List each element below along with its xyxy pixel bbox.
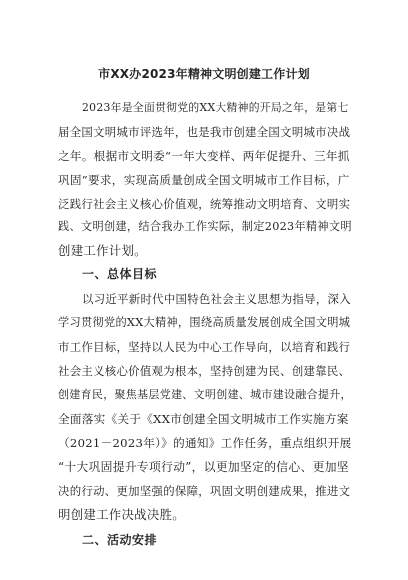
intro-line-1: 2023年是全面贯彻党的XX大精神的开局之年，是第七: [82, 101, 349, 114]
goals-line-4: 社会主义核心价值观为根本，坚持创建为民、创建靠民、: [58, 364, 351, 378]
goals-line-7: （2021－2023年）》的通知》工作任务，重点组织开展: [58, 436, 352, 450]
intro-line-2: 届全国文明城市评选年，也是我市创建全国文明城市决战: [58, 125, 351, 139]
goals-line-5: 创建育民，聚焦基层党建、文明创建、城市建设融合提升，: [58, 388, 352, 401]
document-title: 市XX办2023年精神文明创建工作计划: [98, 67, 310, 81]
intro-line-5: 泛践行社会主义核心价值观，统筹推动文明培育、文明实: [58, 197, 351, 211]
goals-line-1: 以习近平新时代中国特色社会主义思想为指导，深入: [82, 292, 351, 306]
goals-line-3: 市工作目标，坚持以人民为中心工作导向，以培育和践行: [58, 340, 351, 354]
intro-line-4: 巩固”要求，实现高质量创成全国文明城市工作目标，广: [58, 173, 350, 187]
goals-line-9: 决的行动、更加坚强的保障，巩固文明创建成果，推进文: [58, 484, 351, 498]
intro-line-6: 践、文明创建，结合我办工作实际，制定2023年精神文明: [58, 220, 352, 233]
intro-line-7: 创建工作计划。: [58, 243, 147, 258]
goals-line-6: 全面落实《关于《XX市创建全国文明城市工作实施方案: [58, 412, 349, 426]
goals-line-2: 学习贯彻党的XX大精神，围绕高质量发展创成全国文明城: [58, 316, 351, 329]
goals-line-8: “十大巩固提升专项行动”，以更加坚定的信心、更加坚: [58, 460, 349, 474]
section-heading-goals: 一、总体目标: [82, 267, 158, 281]
intro-line-3: 之年。根据市文明委“一年大变样、两年促提升、三年抓: [58, 149, 350, 163]
section-heading-activities: 二、活动安排: [82, 533, 158, 547]
goals-line-10: 明创建工作决战决胜。: [58, 507, 185, 522]
